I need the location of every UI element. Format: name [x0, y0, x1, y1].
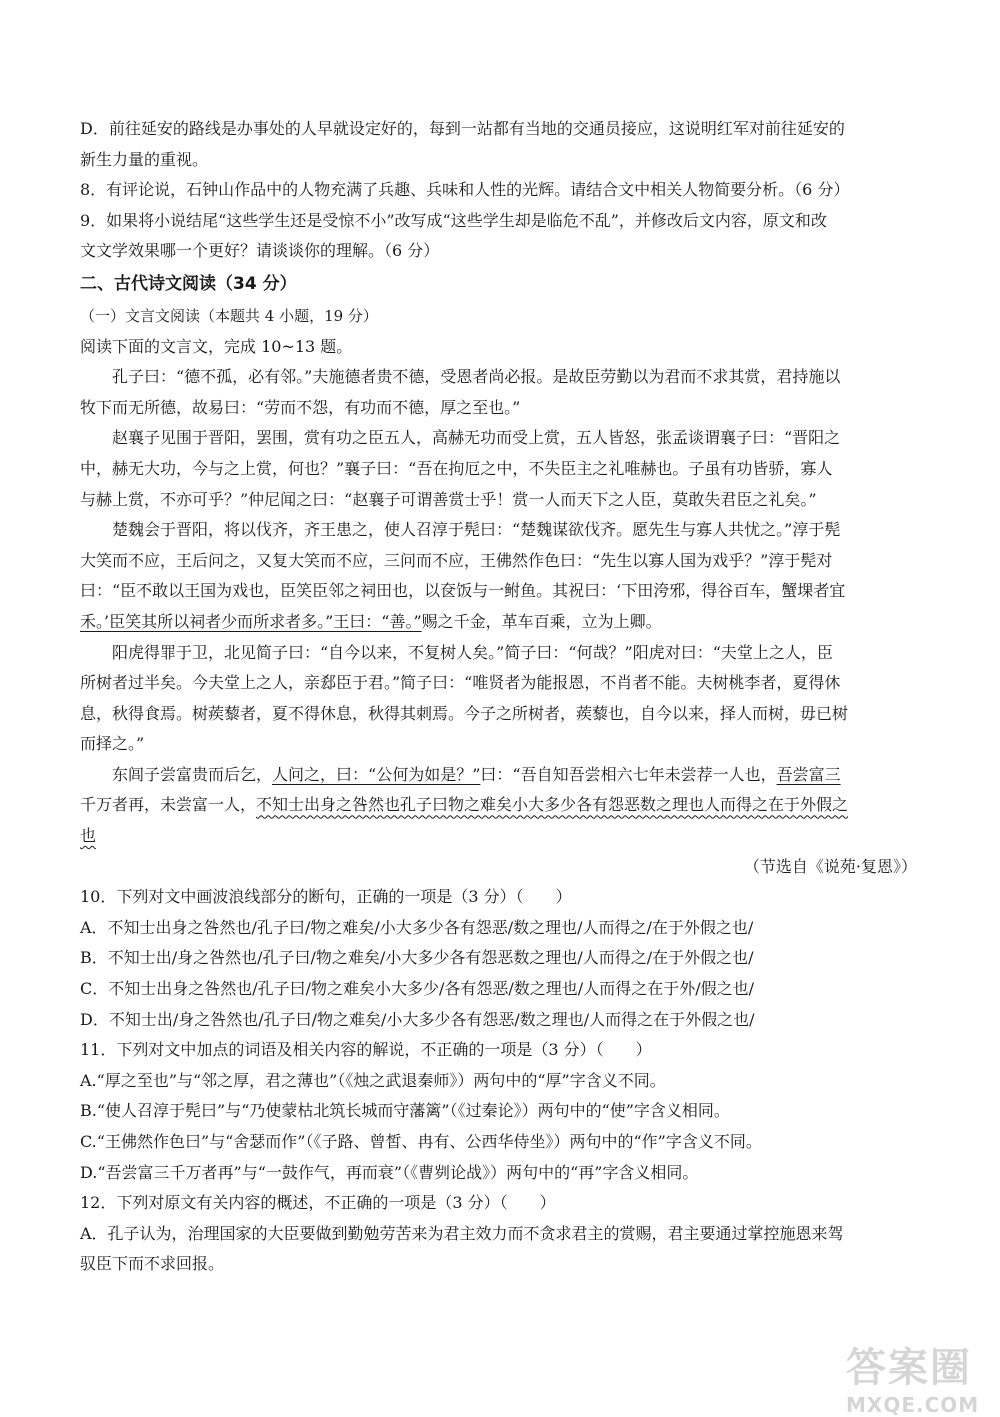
underlined-sentence: 禾。’臣笑其所以祠者少而所求者多。”王曰：“善。” — [80, 611, 422, 631]
question-8: 8．有评论说，石钟山作品中的人物充满了兵趣、兵味和人性的光辉。请结合文中相关人物简要分析。（6 分） — [80, 180, 850, 200]
passage-line: 中，赫无大功，今与之上赏，何也？”襄子曰：“吾在拘厄之中，不失臣主之礼唯赫也。子虽有功皆骄，寡人 — [80, 458, 833, 478]
passage-line — [80, 821, 925, 852]
watermark-logo — [846, 1336, 996, 1417]
passage-text: 曰：“吾自知吾尝相六七年未尝荐一人也， — [480, 764, 777, 784]
watermark-url: MXQE.COM — [846, 1393, 980, 1417]
passage-line: 而择之。” — [80, 734, 145, 754]
passage-line: 息，秋得食焉。树蒺藜者，夏不得休息，秋得其刺焉。今子之所树者，蒺藜也，自今以来，择人而树，毋已树 — [80, 703, 849, 723]
passage-line: 与赫上赏，不亦可乎？”仲尼闻之曰：“赵襄子可谓善赏士乎！赏一人而天下之人臣，莫敢失君臣之礼矣。” — [80, 489, 817, 509]
question-12-stem: 12．下列对原文有关内容的概述，不正确的一项是（3 分）（ ） — [80, 1193, 556, 1213]
passage-line: 牧下而无所德，故易曰：“劳而不怨，有功而不德，厚之至也。” — [80, 397, 521, 417]
passage — [80, 362, 925, 882]
question-9-line1: 9．如果将小说结尾“这些学生还是受惊不小”改写成“这些学生却是临危不乱”，并修改后文内容，原文和改 — [80, 210, 827, 230]
passage-text: 千万者再，未尝富一人， — [80, 795, 257, 815]
passage-line — [80, 790, 925, 821]
passage-source: （节选自《说苑·复恩》） — [743, 856, 917, 876]
question-10-option-c: C．不知士出身之咎然也/孔子曰/物之难矣小大多少/各有怨恶/数之理也/人而得之在于外/假之也/ — [80, 979, 754, 999]
passage-text: 东闾子尝富贵而后乞， — [112, 764, 273, 784]
passage-line: 楚魏会于晋阳，将以伐齐，齐王患之，使人召淳于髡曰：“楚魏谋欲伐齐。愿先生与寡人共忧之。”淳于髡 — [112, 520, 841, 540]
passage-line: 阳虎得罪于卫，北见简子曰：“自今以来，不复树人矣。”简子曰：“何哉？”阳虎对曰：“夫堂上之人，臣 — [112, 642, 833, 662]
passage-line: 所树者过半矣。今夫堂上之人，亲郄臣于君。”简子曰：“唯贤者为能报恩，不肖者不能。夫树桃李者，夏得休 — [80, 673, 841, 693]
watermark-title: 答案圈 — [846, 1345, 972, 1391]
passage-line: 孔子曰：“德不孤，必有邻。”夫施德者贵不德，受恩者尚必报。是故臣劳勤以为君而不求其赏，君持施以 — [112, 367, 841, 387]
section-subtitle: （一）文言文阅读（本题共 4 小题，19 分） — [80, 306, 378, 325]
passage-line: 大笑而不应，王后问之，又复大笑而不应，三问而不应，王佛然作色曰：“先生以寡人国为戏乎？”淳于髡对 — [80, 550, 833, 570]
passage-line — [80, 607, 925, 638]
question-10-option-b: B．不知士出/身之咎然也/孔子曰/物之难矣/小大多少各有怨恶数之理也/人而得之/在于外假之也/ — [80, 948, 754, 968]
underlined-sentence: 吾尝富三 — [776, 764, 841, 784]
question-12-option-a-line2: 驭臣下而不求回报。 — [80, 1254, 225, 1274]
wavy-underlined-text: 不知士出身之咎然也孔子曰物之难矣小大多少各有怨恶数之理也人而得之在于外假之 — [256, 795, 849, 815]
question-11-option-b: B.“使人召淳于髡曰”与“乃使蒙枯北筑长城而守藩篱”（《过秦论》）两句中的“使”字含义相同。 — [80, 1101, 730, 1121]
passage-line — [80, 760, 925, 791]
question-11-option-c: C.“王佛然作色曰”与“舍瑟而作”（《子路、曾皙、冉有、公西华侍坐》）两句中的“作”字含义不同。 — [80, 1132, 762, 1151]
question-11-option-a: A.“厚之至也”与“邻之厚，君之薄也”（《烛之武退秦师》）两句中的“厚”字含义不同。 — [80, 1070, 666, 1090]
wavy-underlined-text: 也 — [80, 826, 97, 846]
question-9-line2: 文文学效果哪一个更好？请谈谈你的理解。（6 分） — [80, 241, 440, 261]
question-10-stem: 10．下列对文中画波浪线部分的断句，正确的一项是（3 分）（ ） — [80, 887, 572, 907]
question-11-stem: 11．下列对文中加点的词语及相关内容的解说，不正确的一项是（3 分）（ ） — [80, 1040, 652, 1060]
q7-option-d-line1: D．前往延安的路线是办事处的人早就设定好的，每到一站都有当地的交通员接应，这说明红军对前往延安的 — [80, 119, 845, 138]
q7-option-d-line2: 新生力量的重视。 — [80, 149, 209, 169]
section-title: 二、古代诗文阅读（34 分） — [80, 273, 297, 294]
section-intro: 阅读下面的文言文，完成 10~13 题。 — [80, 336, 353, 356]
passage-line: 曰：“臣不敢以王国为戏也，臣笑臣邻之祠田也，以奁饭与一鲋鱼。其祝曰：‘下田洿邪，得谷百车，蟹堁者宜 — [80, 581, 846, 601]
question-10-option-a: A．不知士出身之咎然也/孔子曰/物之难矣/小大多少各有怨恶/数之理也/人而得之/在于外假之也/ — [80, 917, 754, 937]
underlined-sentence: 人问之，曰：“公何为如是？” — [272, 764, 481, 784]
passage-text: 赐之千金，革车百乘，立为上卿。 — [421, 611, 662, 631]
question-10-option-d: D．不知士出/身之咎然也/孔子曰/物之难矣/小大多少各有怨恶/数之理也/人而得之在于外假之也/ — [80, 1009, 755, 1029]
exam-page — [80, 114, 925, 1280]
question-12-option-a-line1: A．孔子认为，治理国家的大臣要做到勤勉劳苦来为君主效力而不贪求君主的赏赐，君主要通过掌控施恩来驾 — [80, 1223, 844, 1243]
question-11-option-d: D.“吾尝富三千万者再”与“一鼓作气，再而衰”（《曹刿论战》）两句中的“再”字含义相同。 — [80, 1162, 699, 1182]
passage-line: 赵襄子见围于晋阳，罢围，赏有功之臣五人，高赫无功而受上赏，五人皆怒，张孟谈谓襄子曰：“晋阳之 — [112, 428, 841, 448]
